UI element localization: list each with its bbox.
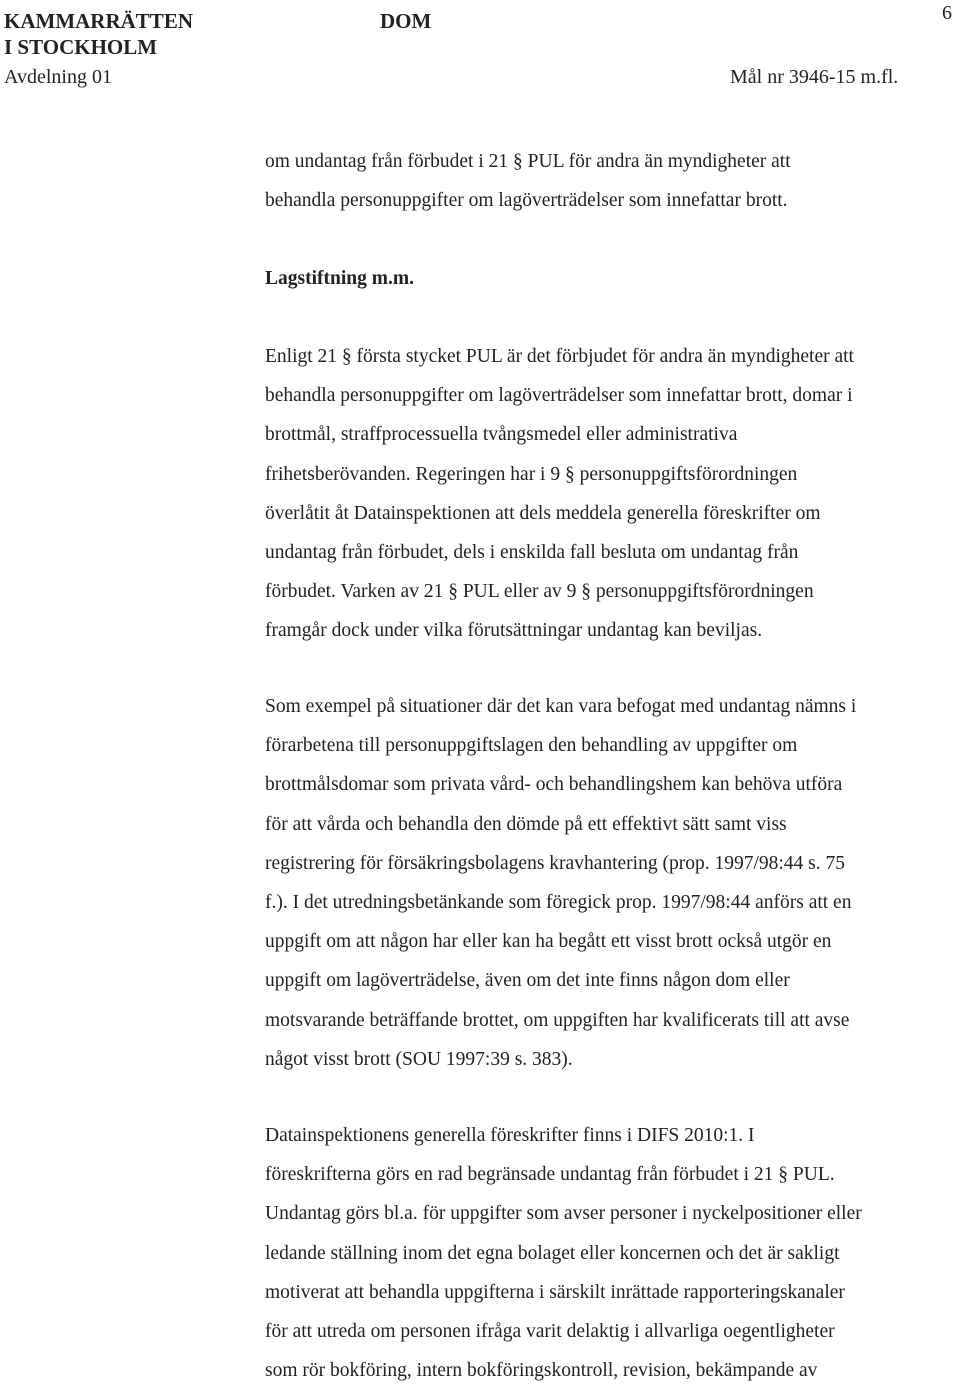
text-line: något visst brott (SOU 1997:39 s. 383).	[265, 1048, 573, 1070]
text-line: som rör bokföring, intern bokföringskontroll, revision, bekämpande av	[265, 1360, 818, 1382]
page-number: 6	[942, 2, 952, 24]
text-line: registrering för försäkringsbolagens kravhantering (prop. 1997/98:44 s. 75	[265, 852, 845, 874]
text-line: förarbetena till personuppgiftslagen den behandling av uppgifter om	[265, 735, 798, 757]
text-line: överlåtit åt Datainspektionen att dels meddela generella föreskrifter om	[265, 502, 821, 524]
text-line: uppgift om att någon har eller kan ha begått ett visst brott också utgör en	[265, 931, 832, 953]
text-line: föreskrifterna görs en rad begränsade undantag från förbudet i 21 § PUL.	[265, 1164, 835, 1186]
case-number: Mål nr 3946-15 m.fl.	[730, 66, 899, 88]
text-line: undantag från förbudet, dels i enskilda fall besluta om undantag från	[265, 542, 799, 564]
text-line: för att vårda och behandla den dömde på ett effektivt sätt samt viss	[265, 813, 787, 835]
text-line: motiverat att behandla uppgifterna i särskilt inrättade rapporteringskanaler	[265, 1281, 845, 1303]
text-line: om undantag från förbudet i 21 § PUL för andra än myndigheter att	[265, 151, 791, 172]
text-line: frihetsberövanden. Regeringen har i 9 § personuppgiftsförordningen	[265, 463, 798, 485]
text-line: förbudet. Varken av 21 § PUL eller av 9 § personuppgiftsförordningen	[265, 581, 814, 603]
section-heading-block	[265, 259, 955, 298]
text-line: Som exempel på situationer där det kan vara befogat med undantag nämns i	[265, 696, 857, 717]
section-heading: Lagstiftning m.m.	[265, 268, 414, 289]
intro-paragraph	[265, 142, 955, 220]
text-line: brottmålsdomar som privata vård- och behandlingshem kan behöva utföra	[265, 774, 843, 796]
court-name-line1: KAMMARRÄTTEN	[4, 9, 193, 33]
document-type: DOM	[380, 9, 432, 33]
text-line: uppgift om lagöverträdelse, även om det inte finns någon dom eller	[265, 970, 790, 992]
court-name-line2: I STOCKHOLM	[4, 35, 158, 59]
text-line: framgår dock under vilka förutsättningar undantag kan beviljas.	[265, 620, 763, 642]
paragraph-regulations	[265, 1116, 955, 1390]
text-line: behandla personuppgifter om lagöverträdelser som innefattar brott, domar i	[265, 385, 853, 407]
text-line: Datainspektionens generella föreskrifter finns i DIFS 2010:1. I	[265, 1125, 755, 1146]
text-line: behandla personuppgifter om lagöverträdelser som innefattar brott.	[265, 190, 788, 212]
text-line: motsvarande beträffande brottet, om uppgiften har kvalificerats till att avse	[265, 1009, 850, 1031]
court-name	[4, 8, 193, 60]
text-line: Undantag görs bl.a. för uppgifter som avser personer i nyckelpositioner eller	[265, 1203, 862, 1225]
text-line: för att utreda om personen ifråga varit delaktig i allvarliga oegentligheter	[265, 1321, 835, 1343]
paragraph-examples	[265, 687, 955, 1079]
paragraph-legislation	[265, 337, 955, 651]
text-line: ledande ställning inom det egna bolaget eller koncernen och det är sakligt	[265, 1242, 840, 1264]
division-label: Avdelning 01	[4, 66, 112, 88]
text-line: f.). I det utredningsbetänkande som föregick prop. 1997/98:44 anförs att en	[265, 892, 852, 914]
text-line: brottmål, straffprocessuella tvångsmedel eller administrativa	[265, 424, 738, 446]
text-line: Enligt 21 § första stycket PUL är det förbjudet för andra än myndigheter att	[265, 346, 854, 367]
